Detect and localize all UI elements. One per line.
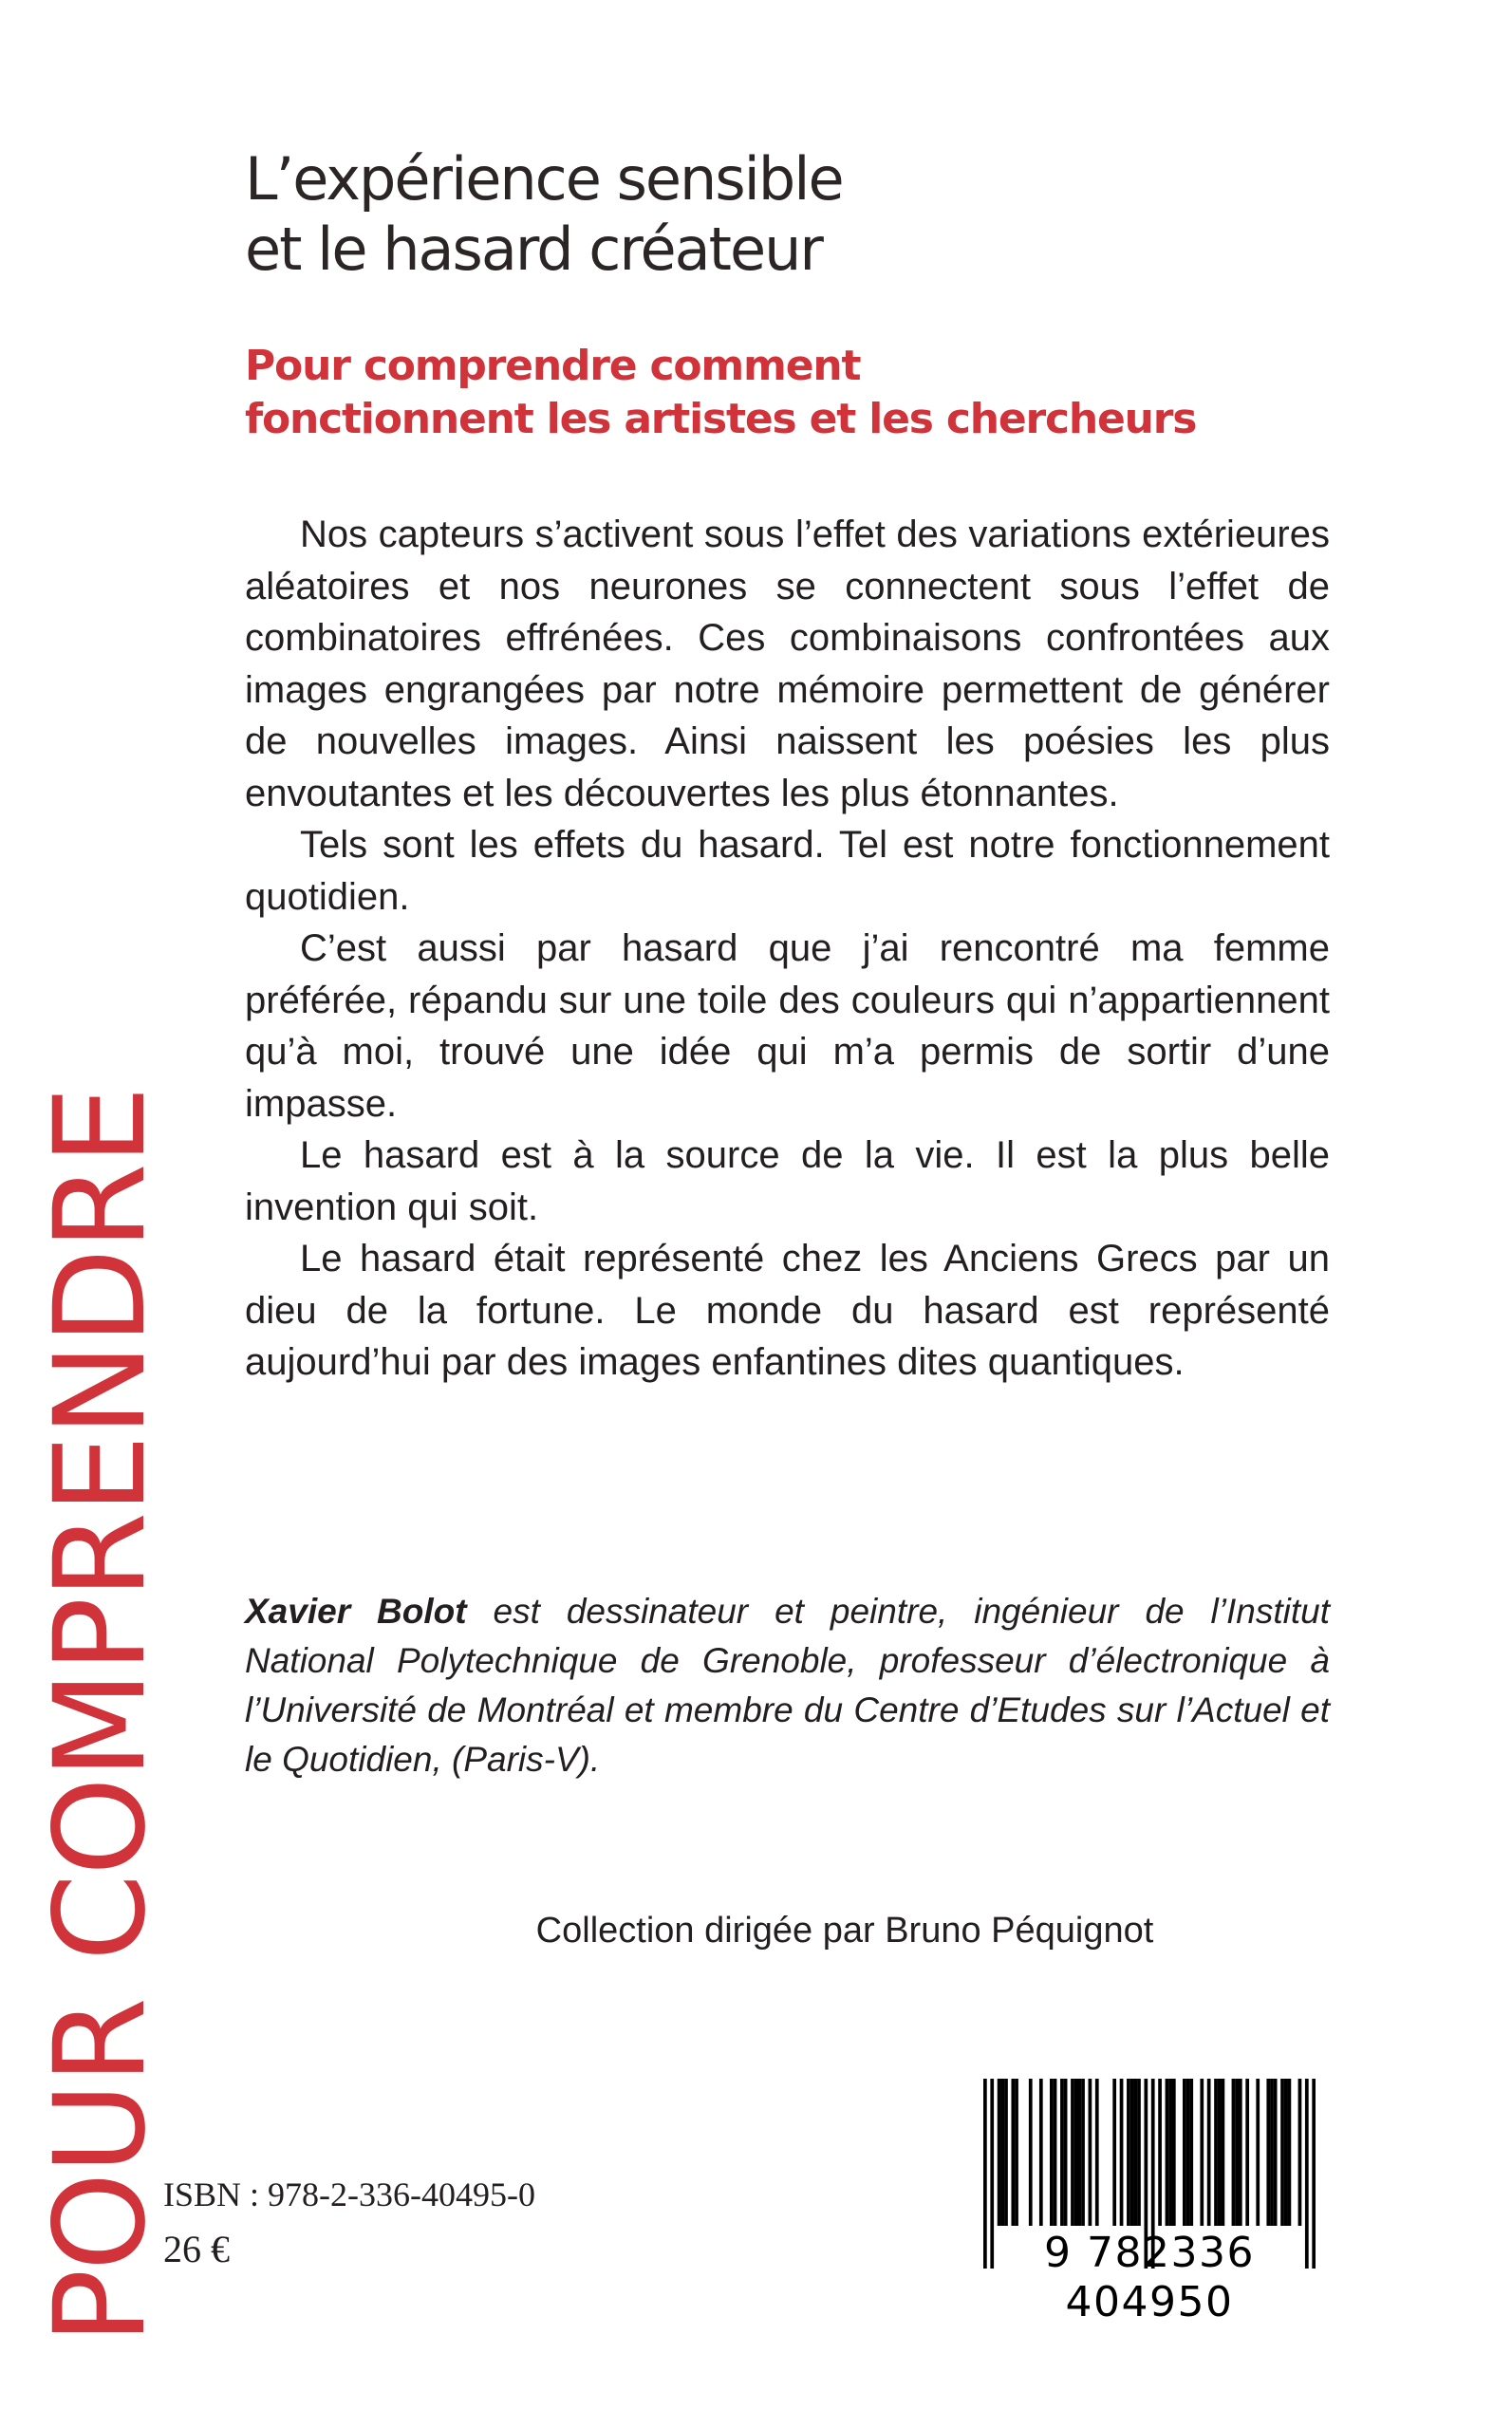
barcode-bar: [1112, 2079, 1116, 2226]
barcode-bar: [1015, 2079, 1018, 2226]
blurb-paragraph: C’est aussi par hasard que j’ai rencontré ma femme préférée, répandu sur une toile des couleurs qui n’appartiennent qu’à moi, trouvé une idée qui m’a permis de sortir d’une impasse.: [245, 927, 1330, 1125]
barcode-bar: [1127, 2079, 1130, 2226]
barcode-bar: [1200, 2079, 1204, 2226]
barcode-bar: [1218, 2079, 1222, 2226]
title-line-1: L’expérience sensible: [245, 144, 843, 214]
blurb-paragraph: Tels sont les effets du hasard. Tel est notre fonctionnement quotidien.: [245, 824, 1330, 918]
barcode-bar: [1120, 2079, 1124, 2226]
barcode-bar: [1270, 2079, 1274, 2226]
subtitle-line-1: Pour comprendre comment: [245, 342, 861, 390]
barcode-bar: [1081, 2079, 1085, 2226]
barcode-bar: [1071, 2079, 1074, 2226]
barcode-bar: [1130, 2079, 1134, 2226]
barcode-bar: [1039, 2079, 1043, 2226]
author-name: Xavier Bolot: [245, 1592, 467, 1631]
barcode-bar: [1095, 2079, 1099, 2226]
barcode-bar: [1274, 2079, 1278, 2226]
book-subtitle: [245, 340, 1384, 446]
barcode-bar: [1000, 2079, 1004, 2226]
barcode-bar: [1232, 2079, 1236, 2226]
barcode-bar: [1288, 2079, 1292, 2226]
barcode-bar: [1077, 2079, 1081, 2226]
barcode-bar: [1158, 2079, 1162, 2226]
barcode-bar: [1133, 2079, 1137, 2226]
price-label: 26 €: [163, 2228, 230, 2270]
book-title: [245, 144, 1289, 285]
barcode-bar: [1011, 2079, 1015, 2226]
barcode-number: 9 782336 404950: [1044, 2229, 1255, 2326]
back-cover-blurb: [245, 509, 1330, 1389]
barcode-bar: [1214, 2079, 1218, 2226]
barcode-bar: [1054, 2079, 1057, 2226]
barcode-bar: [1245, 2079, 1249, 2226]
series-name-vertical: POUR COMPRENDRE: [28, 1088, 174, 2344]
barcode-bar: [1168, 2079, 1172, 2226]
barcode-bar: [1050, 2079, 1054, 2226]
barcode-bar: [1060, 2079, 1064, 2226]
barcode-bar: [1239, 2079, 1242, 2226]
title-line-2: et le hasard créateur: [245, 215, 822, 284]
barcode-bar: [1298, 2079, 1302, 2226]
collection-editor: Collection dirigée par Bruno Péquignot: [535, 1911, 1154, 1951]
author-bio-text: est dessinateur et peintre, ingénieur de l’Institut National Polytechnique de Grenoble, professeur d’électronique à l’Université de Montréal et membre du Centre d’Etudes sur l’Actuel et le Quotidien, (Paris-V).: [245, 1592, 1330, 1779]
barcode-bar: [1004, 2079, 1008, 2226]
barcode-bar: [1029, 2079, 1033, 2226]
barcode-bar: [1280, 2079, 1284, 2226]
barcode-bar: [1172, 2079, 1176, 2226]
blurb-paragraph: Le hasard était représenté chez les Anciens Grecs par un dieu de la fortune. Le monde du hasard est représenté aujourd’hui par des images enfantines dites quantiques.: [245, 1238, 1330, 1383]
barcode-bar: [1207, 2079, 1211, 2226]
barcode-bar: [1189, 2079, 1193, 2226]
barcode-bar: [1186, 2079, 1190, 2226]
barcode-bar: [1166, 2079, 1169, 2226]
isbn-label: ISBN : 978-2-336-40495-0: [163, 2176, 535, 2213]
barcode-bar: [1064, 2079, 1068, 2226]
blurb-paragraph: Nos capteurs s’activent sous l’effet des variations extérieures aléatoires et nos neurones se connectent sous l’effet de combinatoires effrénées. Ces combinaisons confrontées aux images engrangées par notre mémoire permettent de générer de nouvelles images. Ainsi naissent les poésies les plus envoutantes et les découvertes les plus étonnantes.: [245, 514, 1330, 814]
barcode-bar: [1235, 2079, 1239, 2226]
barcode-bar: [1183, 2079, 1186, 2226]
barcode-bar: [1222, 2079, 1225, 2226]
barcode-bar: [1089, 2079, 1092, 2226]
barcode-bar: [1256, 2079, 1260, 2226]
barcode-bar: [1266, 2079, 1270, 2226]
blurb-paragraph: Le hasard est à la source de la vie. Il est la plus belle invention qui soit.: [245, 1134, 1330, 1228]
barcode-bar: [998, 2079, 1001, 2226]
author-bio: [245, 1587, 1330, 1784]
barcode-bar: [1137, 2079, 1141, 2226]
subtitle-line-2: fonctionnent les artistes et les chercheurs: [245, 395, 1197, 443]
barcode-bar: [1284, 2079, 1288, 2226]
barcode-bar: [1074, 2079, 1078, 2226]
